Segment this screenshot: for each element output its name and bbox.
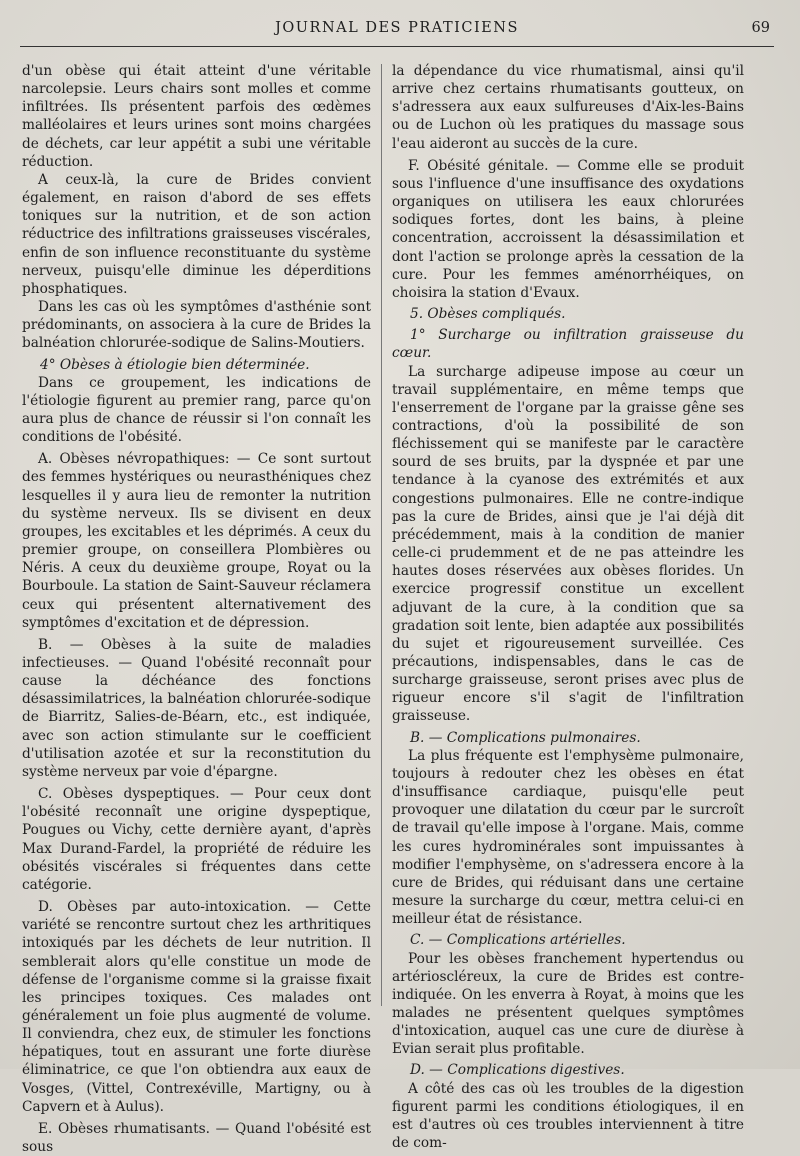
paragraph: D. Obèses par auto-intoxication. — Cette variété se rencontre surtout chez les arthritiques intoxiqués par les déchets de leur nutrition. Il semblerait alors qu'elle constitue un mode de défense de l'organisme comme si la graisse fixait les principes toxiques. Ces malades ont généralement un foie plus augmenté de volume. Il conviendra, chez eux, de stimuler les fonctions hépatiques, tout en assurant une forte diurèse éliminatrice, ce que l'on obtiendra aux eaux de Vosges, (Vittel, Contrexéville, Martigny, ou à Capvern et à Aulus). — [22, 899, 371, 1115]
section-heading: 5. Obèses compliqués. — [410, 306, 566, 323]
paragraph: C. Obèses dyspeptiques. — Pour ceux dont l'obésité reconnaît une origine dyspeptique, Pougues ou Vichy, cette dernière ayant, d'après Max Durand-Fardel, la propriété de réduire les obésités viscérales si fréquentes dans cette catégorie. — [22, 786, 371, 893]
paragraph: A côté des cas où les troubles de la digestion figurent parmi les conditions étiologiques, il en est d'autres où ces troubles interviennent à titre de com- — [392, 1080, 744, 1152]
paragraph: B. — Obèses à la suite de maladies infectieuses. — Quand l'obésité reconnaît pour cause la déchéance des fonctions désassimilatrices, la balnéation chlorurée-sodique de Biarritz, Salies-de-Béarn, etc., est indiquée, avec son action stimulante sur le coefficient d'utilisation azotée et sur la reconstitution du système nerveux par voie d'épargne. — [22, 636, 371, 780]
paragraph: Dans les cas où les symptômes d'asthénie sont prédominants, on associera à la cure de Brides la balnéation chlorurée-sodique de Salins-Moutiers. — [22, 299, 371, 352]
paragraph: Dans ce groupement, les indications de l'étiologie figurent au premier rang, parce qu'on aura plus de chance de réussir si l'on connaît les conditions de l'obésité. — [22, 374, 371, 446]
section-heading: 1° Surcharge ou infiltration graisseuse du cœur. — [392, 327, 744, 362]
left-column — [22, 62, 371, 1156]
paragraph: La surcharge adipeuse impose au cœur un travail supplémentaire, en même temps que l'enserrement de l'organe par la graisse gêne ses contractions, d'où la possibilité de son fléchissement qui se manifeste par le caractère sourd de ses bruits, par la dyspnée et par une tendance à la cyanose des extrémités et aux congestions pulmonaires. Elle ne contre-indique pas la cure de Brides, ainsi que je l'ai déjà dit précédemment, mais à la condition de manier celle-ci prudemment et de ne pas atteindre les hautes doses réservées aux obèses florides. Un exercice progressif constitue un excellent adjuvant de la cure, à la condition que sa gradation soit lente, bien adaptée aux possibilités du sujet et rigoureusement surveillée. Ces précautions, indispensables, dans le cas de surcharge graisseuse, seront prises avec plus de rigueur encore s'il s'agit de l'infiltration graisseuse. — [392, 363, 744, 725]
section-heading: C. — Complications artérielles. — [410, 932, 626, 949]
page-number: 69 — [751, 20, 770, 36]
paragraph: Pour les obèses franchement hypertendus ou artérioscléreux, la cure de Brides est contre-indiquée. On les enverra à Royat, à moins que les malades ne présentent quelques symptômes d'intoxication, auquel cas une cure de diurèse à Evian serait plus profitable. — [392, 950, 744, 1058]
paragraph: F. Obésité génitale. — Comme elle se produit sous l'influence d'une insuffisance des oxydations organiques on utilisera les eaux chlorurées sodiques fortes, dont les bains, à pleine concentration, accroissent la désassimilation et dont l'action se prolonge après la cessation de la cure. Pour les femmes aménorrhéiques, on choisira la station d'Evaux. — [392, 157, 744, 301]
right-column — [392, 62, 744, 1152]
paragraph: la dépendance du vice rhumatismal, ainsi qu'il arrive chez certains rhumatisants goutteux, on s'adressera aux eaux sulfureuses d'Aix-les-Bains ou de Luchon où les pratiques du massage sous l'eau aideront au succès de la cure. — [392, 63, 744, 152]
paragraph: A. Obèses névropathiques: — Ce sont surtout des femmes hystériques ou neurasthéniques chez lesquelles il y aura lieu de remonter la nutrition du système nerveux. Ils se divisent en deux groupes, les excitables et les déprimés. A ceux du premier groupe, on conseillera Plombières ou Néris. A ceux du deuxième groupe, Royat ou la Bourboule. La station de Saint-Sauveur réclamera ceux qui présentent alternativement des symptômes d'excitation et de dépression. — [22, 451, 371, 631]
paragraph: d'un obèse qui était atteint d'une véritable narcolepsie. Leurs chairs sont molles et comme infiltrées. Ils présentent parfois des œdèmes malléolaires et leurs urines sont moins chargées de déchets, car leur appétit a subi une véritable réduction. — [22, 63, 371, 170]
page-header — [20, 18, 774, 47]
section-heading: 4° Obèses à étiologie bien déterminée. — [40, 356, 310, 373]
section-heading: D. — Complications digestives. — [410, 1062, 625, 1079]
paragraph: A ceux-là, la cure de Brides convient également, en raison d'abord de ses effets toniques sur la nutrition, et de son action réductrice des infiltrations graisseuses viscérales, enfin de son influence reconstituante du système nerveux, puisqu'elle diminue les déperditions phosphatiques. — [22, 171, 371, 297]
section-heading: B. — Complications pulmonaires. — [410, 729, 641, 746]
running-head: JOURNAL DES PRATICIENS — [275, 20, 519, 36]
paragraph: La plus fréquente est l'emphysème pulmonaire, toujours à redouter chez les obèses en état d'insuffisance cardiaque, puisqu'elle peut provoquer une dilatation du cœur par le surcroît de travail qu'elle impose à l'organe. Mais, comme les cures hydrominérales sont impuissantes à modifier l'emphysème, on s'adressera encore à la cure de Brides, qui réduisant dans une certaine mesure la surcharge du cœur, mettra celui-ci en meilleur état de résistance. — [392, 747, 744, 928]
column-divider — [381, 64, 382, 1006]
paragraph: E. Obèses rhumatisants. — Quand l'obésité est sous — [22, 1120, 371, 1156]
